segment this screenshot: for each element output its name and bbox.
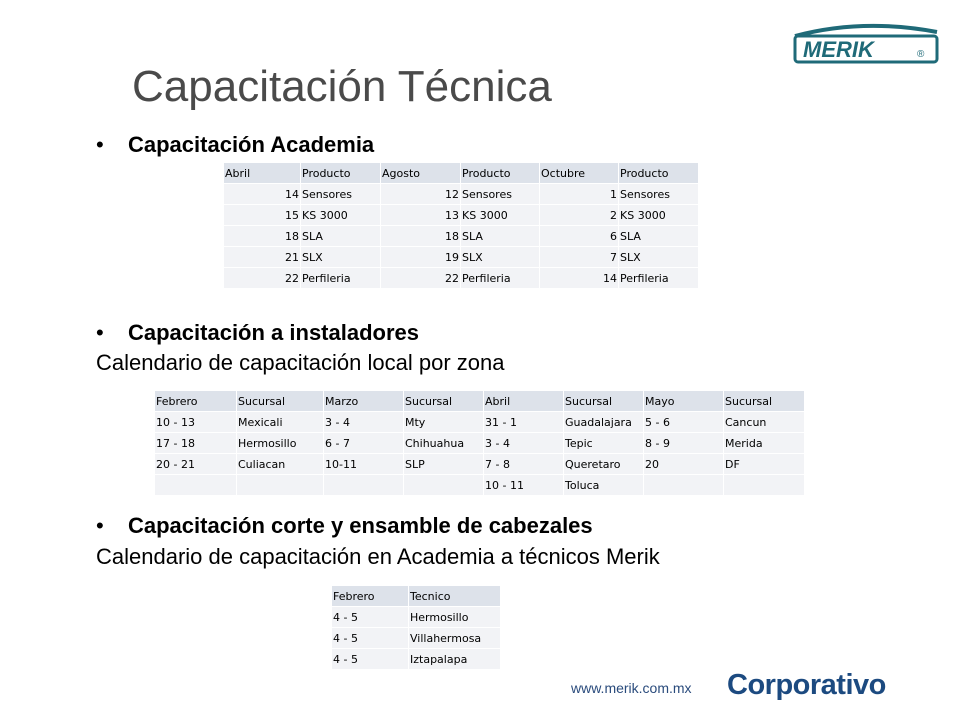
table-cell: Chihuahua <box>404 433 484 454</box>
table-cell: 7 - 8 <box>484 454 564 475</box>
footer-url-link[interactable]: www.merik.com.mx <box>571 680 692 696</box>
table-instaladores <box>154 390 805 496</box>
table-header-cell: Febrero <box>332 586 409 607</box>
table-cell: 14 <box>224 184 301 205</box>
section-heading-instaladores <box>96 320 419 346</box>
table-cell: 20 <box>644 454 724 475</box>
logo-reg-mark: ® <box>917 49 925 60</box>
page-title: Capacitación Técnica <box>132 62 552 111</box>
table-cell: 12 <box>381 184 461 205</box>
table-header-row <box>155 391 805 412</box>
table-cell: 3 - 4 <box>484 433 564 454</box>
bullet-icon: • <box>96 132 104 157</box>
table-row <box>155 412 805 433</box>
table-row <box>155 454 805 475</box>
section-heading-text: Capacitación a instaladores <box>128 320 419 345</box>
table-header-row <box>332 586 501 607</box>
table-header-cell: Octubre <box>540 163 619 184</box>
table-cell: 10-11 <box>324 454 404 475</box>
table-cell: 18 <box>381 226 461 247</box>
table-header-cell: Febrero <box>155 391 237 412</box>
table-header-cell: Sucursal <box>404 391 484 412</box>
table-header-cell: Producto <box>461 163 540 184</box>
table-cell: 3 - 4 <box>324 412 404 433</box>
table-cell: 31 - 1 <box>484 412 564 433</box>
table-cell: Merida <box>724 433 805 454</box>
table-cell <box>324 475 404 496</box>
table-cabezales <box>331 585 501 670</box>
table-cell: Villahermosa <box>409 628 501 649</box>
table-header-cell: Sucursal <box>724 391 805 412</box>
table-row <box>224 205 699 226</box>
table-cell: SLA <box>301 226 381 247</box>
table-cell: 22 <box>224 268 301 289</box>
table-cell: 13 <box>381 205 461 226</box>
table-cell: SLA <box>619 226 699 247</box>
logo-text: MERIK <box>803 37 874 62</box>
table-cell: Cancun <box>724 412 805 433</box>
table-header-cell: Tecnico <box>409 586 501 607</box>
section-heading-academia <box>96 132 374 158</box>
table-row <box>155 475 805 496</box>
table-cell: 7 <box>540 247 619 268</box>
table-row <box>332 607 501 628</box>
bullet-icon: • <box>96 320 104 345</box>
table-cell: Queretaro <box>564 454 644 475</box>
table-cell: 4 - 5 <box>332 607 409 628</box>
table-cell: Guadalajara <box>564 412 644 433</box>
table-cell: KS 3000 <box>461 205 540 226</box>
table-cell: SLX <box>301 247 381 268</box>
table-header-cell: Abril <box>484 391 564 412</box>
table-cell <box>237 475 324 496</box>
table-header-row <box>224 163 699 184</box>
table-cell: SLX <box>461 247 540 268</box>
table-cell: 19 <box>381 247 461 268</box>
table-cell: 8 - 9 <box>644 433 724 454</box>
bullet-icon: • <box>96 513 104 538</box>
table-row <box>332 649 501 670</box>
merik-logo <box>793 22 939 64</box>
table-cell: 17 - 18 <box>155 433 237 454</box>
table-cell: 4 - 5 <box>332 628 409 649</box>
table-cell: Culiacan <box>237 454 324 475</box>
table-header-cell: Producto <box>619 163 699 184</box>
table-cell: Sensores <box>619 184 699 205</box>
section-heading-cabezales <box>96 513 593 539</box>
table-cell <box>404 475 484 496</box>
table-cell: DF <box>724 454 805 475</box>
table-cell: Perfileria <box>619 268 699 289</box>
table-cell: 5 - 6 <box>644 412 724 433</box>
section-heading-text: Capacitación corte y ensamble de cabezales <box>128 513 593 538</box>
table-cell: Hermosillo <box>237 433 324 454</box>
table-academia <box>223 162 699 289</box>
table-header-cell: Marzo <box>324 391 404 412</box>
table-cell: KS 3000 <box>619 205 699 226</box>
table-header-cell: Sucursal <box>237 391 324 412</box>
table-cell: Sensores <box>461 184 540 205</box>
table-cell: Mexicali <box>237 412 324 433</box>
section-heading-text: Capacitación Academia <box>128 132 375 157</box>
table-cell: 6 <box>540 226 619 247</box>
table-cell <box>724 475 805 496</box>
table-cell: 1 <box>540 184 619 205</box>
table-cell: 10 - 11 <box>484 475 564 496</box>
table-cell: 6 - 7 <box>324 433 404 454</box>
table-cell: Hermosillo <box>409 607 501 628</box>
table-cell: 22 <box>381 268 461 289</box>
table-cell: 2 <box>540 205 619 226</box>
table-header-cell: Producto <box>301 163 381 184</box>
table-cell: Perfileria <box>301 268 381 289</box>
table-header-cell: Mayo <box>644 391 724 412</box>
table-cell: 18 <box>224 226 301 247</box>
table-cell: 4 - 5 <box>332 649 409 670</box>
table-header-cell: Abril <box>224 163 301 184</box>
table-cell: Perfileria <box>461 268 540 289</box>
table-cell <box>644 475 724 496</box>
table-row <box>332 628 501 649</box>
table-row <box>155 433 805 454</box>
table-row <box>224 268 699 289</box>
footer-brand: Corporativo <box>727 669 886 701</box>
table-header-cell: Sucursal <box>564 391 644 412</box>
table-cell: 21 <box>224 247 301 268</box>
table-cell: Tepic <box>564 433 644 454</box>
section-subtitle-cabezales: Calendario de capacitación en Academia a técnicos Merik <box>96 544 660 569</box>
table-cell: Sensores <box>301 184 381 205</box>
table-cell: 15 <box>224 205 301 226</box>
table-cell: Iztapalapa <box>409 649 501 670</box>
table-cell: 10 - 13 <box>155 412 237 433</box>
table-cell <box>155 475 237 496</box>
table-row <box>224 226 699 247</box>
table-cell: SLX <box>619 247 699 268</box>
table-cell: 14 <box>540 268 619 289</box>
table-row <box>224 247 699 268</box>
table-row <box>224 184 699 205</box>
table-cell: SLP <box>404 454 484 475</box>
table-cell: 20 - 21 <box>155 454 237 475</box>
table-cell: Mty <box>404 412 484 433</box>
table-cell: KS 3000 <box>301 205 381 226</box>
table-header-cell: Agosto <box>381 163 461 184</box>
table-cell: Toluca <box>564 475 644 496</box>
table-cell: SLA <box>461 226 540 247</box>
section-subtitle-instaladores: Calendario de capacitación local por zona <box>96 350 505 375</box>
